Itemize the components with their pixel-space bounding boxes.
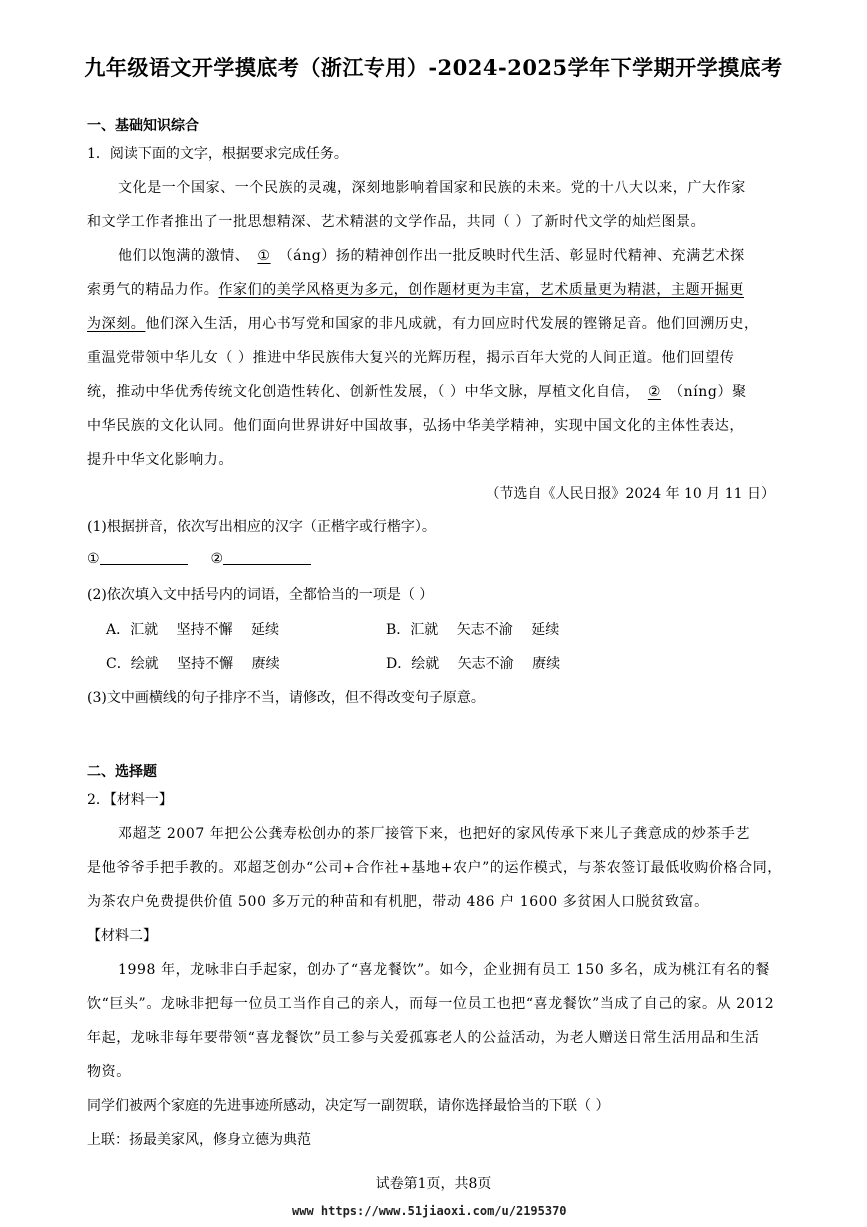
material-2-line3: 年起，龙咏非每年要带领“喜龙餐饮”员工参与关爱孤寡老人的公益活动，为老人赠送日常生活用品和生活 xyxy=(87,1030,760,1046)
answer-blank-2[interactable] xyxy=(223,550,311,565)
page-footer: 试卷第1页，共8页 xyxy=(375,1176,492,1192)
text-segment: 他们深入生活，用心书写党和国家的非凡成就，有力回应时代发展的铿锵足音。他们回溯历史， xyxy=(145,316,759,332)
question-2-prompt: 同学们被两个家庭的先进事迹所感动，决定写一副贺联，请你选择最恰当的下联（ ） xyxy=(87,1098,610,1114)
underlined-sentence: 为深刻。 xyxy=(87,316,146,332)
material-2-line2: 饮“巨头”。龙咏非把每一位员工当作自己的亲人，而每一位员工也把“喜龙餐饮”当成了自己的家。从 2012 xyxy=(87,996,775,1012)
material-1-line2: 是他爷爷手把手教的。邓超芝创办“公司+合作社+基地+农户”的运作模式，与茶农签订最低收购价格合同， xyxy=(87,860,782,876)
option-a[interactable]: A．汇就 坚持不懈 延续 xyxy=(106,622,280,638)
material-2-line1: 1998 年，龙咏非白手起家，创办了“喜龙餐饮”。如今，企业拥有员工 150 多名，成为桃江有名的餐 xyxy=(118,962,771,978)
text-segment: 统，推动中华优秀传统文化创造性转化、创新性发展，（ ）中华文脉，厚植文化自信， xyxy=(87,384,640,400)
material-2-line4: 物资。 xyxy=(87,1064,131,1080)
material-2-label: 【材料二】 xyxy=(87,928,157,944)
option-d[interactable]: D．绘就 矢志不渝 赓续 xyxy=(386,656,561,672)
material-1-line1: 邓超芝 2007 年把公公龚寿松创办的茶厂接管下来，也把好的家风传承下来儿子龚意成的炒茶手艺 xyxy=(118,826,751,842)
sub-question-2: (2)依次填入文中括号内的词语，全都恰当的一项是（ ） xyxy=(87,587,434,603)
text-segment: （áng）扬的精神创作出一批反映时代生活、彰显时代精神、充满艺术探 xyxy=(278,248,745,264)
passage-p2-line2 xyxy=(87,279,744,299)
underlined-sentence: 作家们的美学风格更为多元，创作题材更为丰富，艺术质量更为精湛，主题开掘更 xyxy=(218,282,745,298)
question-2-label: 2．【材料一】 xyxy=(87,792,173,808)
couplet-upper: 上联：扬最美家风，修身立德为典范 xyxy=(87,1132,311,1148)
text-segment: 他们以饱满的激情、 xyxy=(118,248,250,264)
pinyin-blank-2: ② xyxy=(647,384,662,400)
passage-p2-line1 xyxy=(118,245,745,265)
passage-p1-line2: 和文学工作者推出了一批思想精深、艺术精湛的文学作品，共同（ ）了新时代文学的灿烂图景。 xyxy=(87,214,706,230)
section-heading-1: 一、基础知识综合 xyxy=(87,118,199,134)
passage-source: （节选自《人民日报》2024 年 10 月 11 日） xyxy=(485,486,775,502)
answer-blank-1[interactable] xyxy=(100,550,188,565)
sub-question-1: (1)根据拼音，依次写出相应的汉字（正楷字或行楷字）。 xyxy=(87,519,436,535)
text-segment: 索勇气的精品力作。 xyxy=(87,282,219,298)
passage-p1-line1: 文化是一个国家、一个民族的灵魂，深刻地影响着国家和民族的未来。党的十八大以来，广大作家 xyxy=(118,180,746,196)
material-1-line3: 为茶农户免费提供价值 500 多万元的种苗和有机肥，带动 486 户 1600 多贫困人口脱贫致富。 xyxy=(87,894,709,910)
question-1-intro: 1．阅读下面的文字，根据要求完成任务。 xyxy=(87,146,348,162)
passage-p2-line6: 中华民族的文化认同。他们面向世界讲好中国故事，弘扬中华美学精神，实现中国文化的主体性表达， xyxy=(87,418,744,434)
blank-label-1: ① xyxy=(87,551,100,567)
page-title: 九年级语文开学摸底考（浙江专用）-2024-2025学年下学期开学摸底考 xyxy=(84,55,783,80)
text-segment: （níng）聚 xyxy=(669,384,747,400)
passage-p2-line7: 提升中华文化影响力。 xyxy=(87,452,233,468)
sub-question-3: (3)文中画横线的句子排序不当，请修改，但不得改变句子原意。 xyxy=(87,690,485,706)
passage-p2-line5 xyxy=(87,381,747,401)
passage-p2-line3 xyxy=(87,313,759,333)
passage-p2-line4: 重温党带领中华儿女（ ）推进中华民族伟大复兴的光辉历程，揭示百年大党的人间正道。他们回望传 xyxy=(87,350,735,366)
answer-blanks-1 xyxy=(87,550,311,567)
blank-label-2: ② xyxy=(210,551,224,567)
watermark-url: www https://www.51jiaoxi.com/u/2195370 xyxy=(292,1204,567,1218)
option-b[interactable]: B．汇就 矢志不渝 延续 xyxy=(386,622,560,638)
option-c[interactable]: C．绘就 坚持不懈 赓续 xyxy=(106,656,280,672)
pinyin-blank-1: ① xyxy=(257,248,271,264)
section-heading-2: 二、选择题 xyxy=(87,764,157,780)
